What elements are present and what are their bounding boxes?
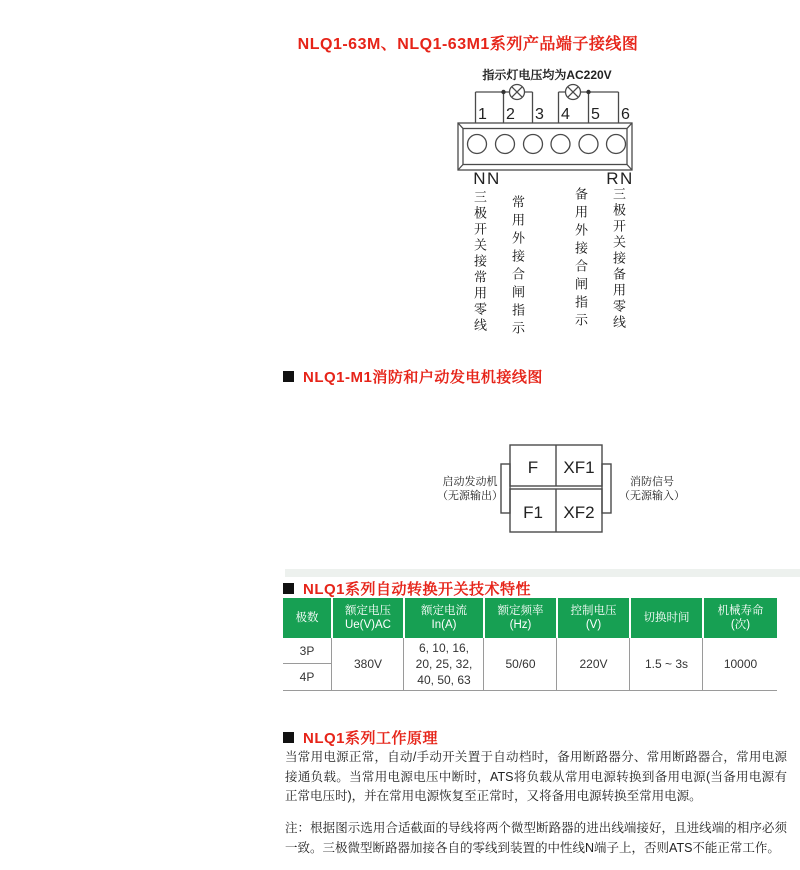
terminal-number: 4 xyxy=(561,106,570,123)
section-accent-band xyxy=(285,569,800,577)
label-line: （无源输出） xyxy=(437,490,503,502)
cell-XF1: XF1 xyxy=(563,458,595,477)
terminal-number: 6 xyxy=(621,106,630,123)
terminal-block xyxy=(458,123,632,170)
header-line: 额定电流 xyxy=(421,605,467,617)
terminal-circle xyxy=(468,135,487,154)
label-start-generator xyxy=(425,475,515,503)
terminal-wiring-diagram xyxy=(450,80,640,186)
header-switch-time xyxy=(631,598,702,638)
indicator-lamp-icon xyxy=(566,85,581,100)
header-line: 切换时间 xyxy=(643,612,690,624)
spec-table xyxy=(283,598,777,691)
cell-rated-current xyxy=(405,638,483,690)
terminal-circle xyxy=(496,135,515,154)
column-divider xyxy=(702,638,703,690)
cell-mechanical-life: 10000 xyxy=(723,657,758,671)
header-line: In(A) xyxy=(431,619,457,631)
section-title-text: NLQ1-M1消防和户动发电机接线图 xyxy=(303,369,543,386)
spec-table-body xyxy=(283,638,777,691)
cell-rated-voltage: 380V xyxy=(353,657,383,671)
terminal-circle xyxy=(551,135,570,154)
cell-rated-frequency: 50/60 xyxy=(505,657,536,671)
poles-3p: 3P xyxy=(283,638,331,664)
header-rated-current xyxy=(405,598,483,638)
column-divider xyxy=(483,638,484,690)
poles-4p: 4P xyxy=(299,670,315,684)
label-normal-closing-indicator: 常用外接合闸指示 xyxy=(510,195,525,339)
header-line: 机械寿命 xyxy=(717,605,764,617)
terminal-number: 3 xyxy=(535,106,544,123)
header-rated-voltage xyxy=(333,598,403,638)
junction-dot xyxy=(586,90,590,94)
header-line: (Hz) xyxy=(509,619,532,631)
header-poles xyxy=(283,598,331,638)
cell-control-voltage: 220V xyxy=(579,657,608,671)
current-line: 20, 25, 32, xyxy=(415,657,473,671)
terminal-circle xyxy=(607,135,626,154)
cell-poles xyxy=(283,638,331,690)
column-divider xyxy=(556,638,557,690)
label-line: （无源输入） xyxy=(619,490,685,502)
cell-F1: F1 xyxy=(523,503,543,522)
label-backup-closing-indicator: 备用外接合闸指示 xyxy=(573,187,588,331)
header-rated-frequency xyxy=(485,598,556,638)
section-title-text: NLQ1系列工作原理 xyxy=(303,730,439,747)
section-title-fire-wiring xyxy=(283,366,543,387)
lamp-voltage-note: 指示灯电压均为AC220V xyxy=(482,68,612,82)
spec-table-header xyxy=(283,598,777,638)
header-line: 极数 xyxy=(295,612,319,624)
terminal-number: 1 xyxy=(478,106,487,123)
label-backup-neutral: 三极开关接备用零线 xyxy=(611,187,626,331)
cell-XF2: XF2 xyxy=(563,503,595,522)
bullet-square-icon xyxy=(283,583,294,594)
terminal-number: 5 xyxy=(591,106,600,123)
label-fire-signal xyxy=(607,475,697,503)
column-divider xyxy=(629,638,630,690)
section-title-spec xyxy=(283,578,531,599)
indicator-lamp-icon xyxy=(510,85,525,100)
principle-paragraph: 当常用电源正常，自动/手动开关置于自动档时，备用断路器分、常用断路器合，常用电源接通负载。当常用电源电压中断时，ATS将负载从常用电源转换到备用电源(当备用电源有正常电压时)，并在常用电源恢复至正常时，又将备用电源转换至常用电源。 xyxy=(285,750,787,803)
junction-dot xyxy=(501,90,505,94)
bullet-square-icon xyxy=(283,371,294,382)
terminal-circle xyxy=(579,135,598,154)
section-title-text: NLQ1系列自动转换开关技术特性 xyxy=(303,581,532,598)
bullet-square-icon xyxy=(283,732,294,743)
label-normal-neutral: 三极开关接常用零线 xyxy=(472,190,487,334)
label-line: 消防信号 xyxy=(630,476,674,488)
header-line: (次) xyxy=(730,619,751,631)
header-line: 额定电压 xyxy=(345,605,391,617)
current-line: 6, 10, 16, xyxy=(418,641,470,655)
neutral-mark-right: RN xyxy=(606,169,634,186)
neutral-mark-left: NN xyxy=(473,169,501,186)
current-line: 40, 50, 63 xyxy=(417,673,471,687)
column-divider xyxy=(403,638,404,690)
column-divider xyxy=(331,638,332,690)
terminal-circle xyxy=(524,135,543,154)
cell-switch-time: 1.5 ~ 3s xyxy=(644,657,689,671)
header-line: 额定频率 xyxy=(497,605,544,617)
header-line: 控制电压 xyxy=(570,605,617,617)
header-mechanical-life xyxy=(704,598,777,638)
header-control-voltage xyxy=(558,598,629,638)
principle-note: 注：根据图示选用合适截面的导线将两个微型断路器的进出线端接好，且进线端的相序必须一致。三极微型断路器加接各自的零线到装置的中性线N端子上，否则ATS不能正常工作。 xyxy=(285,821,787,855)
label-line: 启动发动机 xyxy=(442,476,498,488)
section-title-principle xyxy=(283,727,438,748)
header-line: Ue(V)AC xyxy=(344,619,391,631)
cell-F: F xyxy=(527,458,539,477)
terminal-number: 2 xyxy=(506,106,515,123)
header-line: (V) xyxy=(585,619,602,631)
page-title: NLQ1-63M、NLQ1-63M1系列产品端子接线图 xyxy=(297,36,639,53)
